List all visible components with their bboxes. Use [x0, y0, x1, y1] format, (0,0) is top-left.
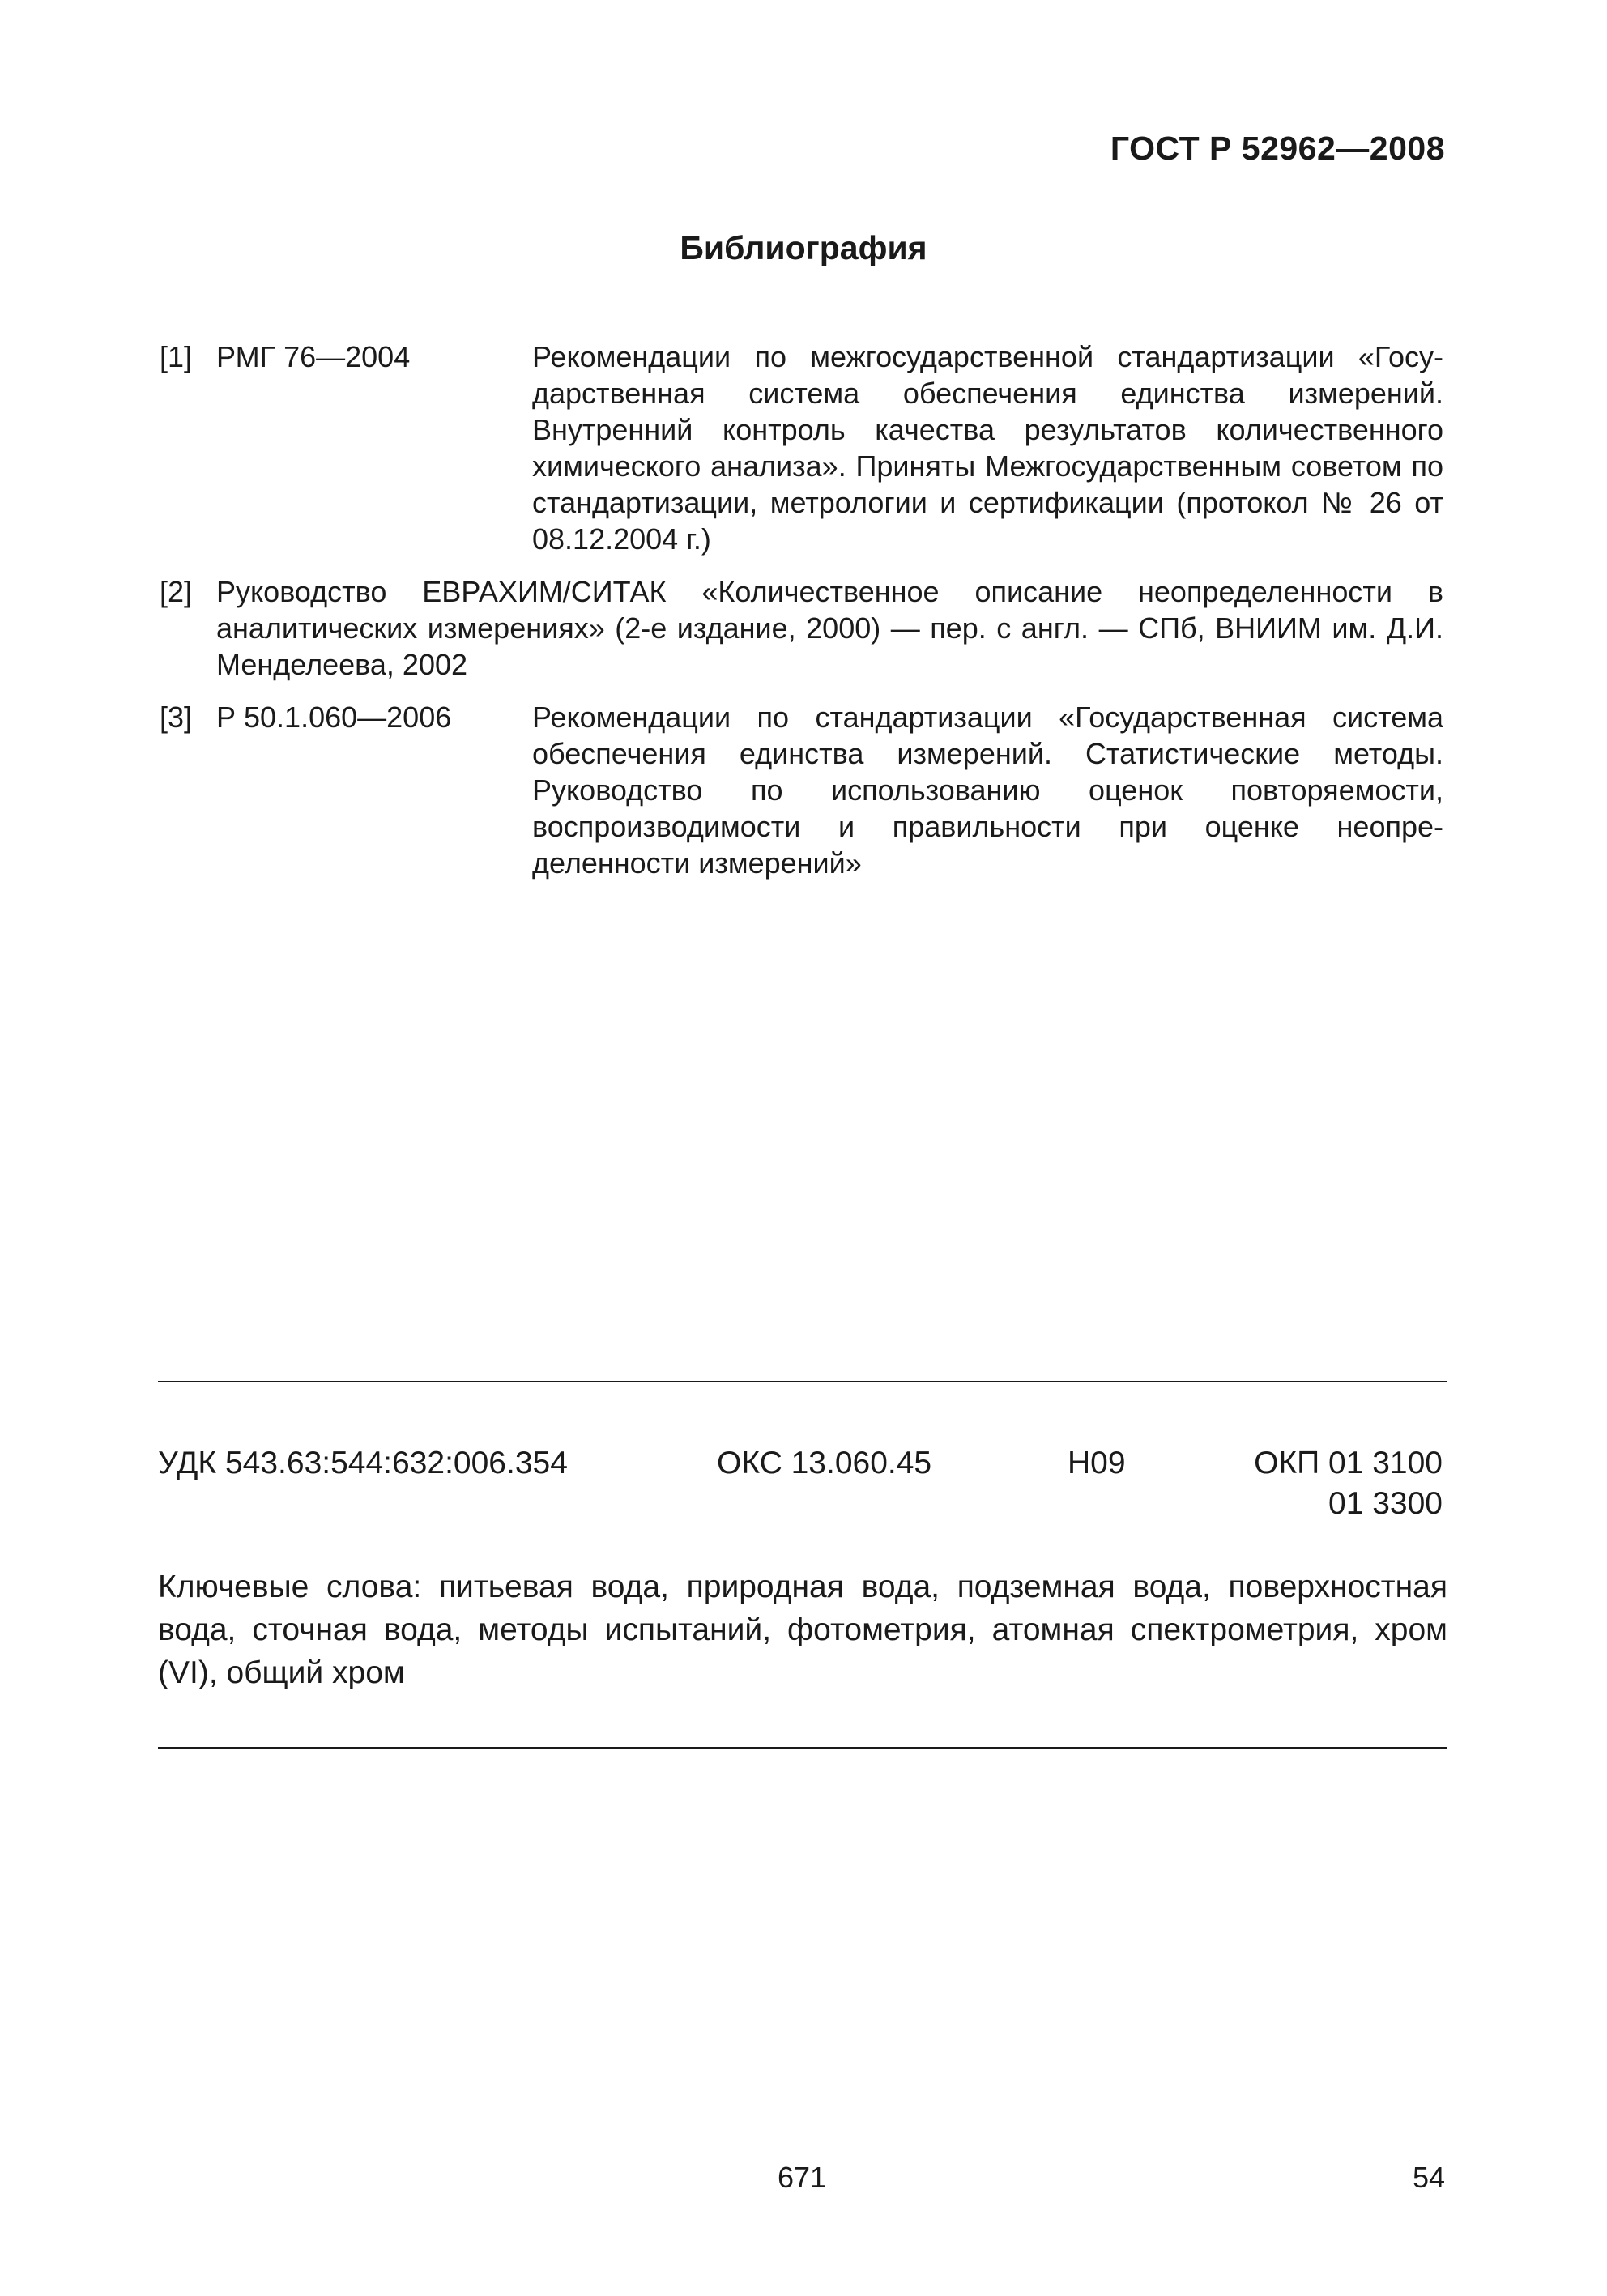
entry-number: [2]	[160, 575, 193, 608]
bibliography-entry	[160, 699, 1443, 881]
page-number-right: 54	[1412, 2161, 1445, 2194]
entry-code: РМГ 76—2004	[216, 340, 411, 373]
entry-number: [1]	[160, 340, 193, 373]
oks-code: ОКС 13.060.45	[717, 1446, 932, 1480]
bibliography-list	[160, 339, 1443, 897]
entry-number: [3]	[160, 701, 193, 734]
okp-codes	[1254, 1443, 1443, 1524]
bibliography-entry	[160, 339, 1443, 557]
keywords: Ключевые слова: питьевая вода, природная вода, подземная вода, поверхностная вода, сточная вода, методы испытаний, фотометрия, атомная спектрометрия, хром (VI), общий хром	[158, 1570, 1447, 1690]
standard-number: ГОСТ Р 52962—2008	[1110, 130, 1445, 167]
entry-description: Рекомендации по межгосударственной стандартизации «Госу-дарственная система обеспечения единства измерений. Внутренний контроль качества результатов количественного химического анализа». Приняты Межгосударственным советом по стандартизации, метрологии и сертификации (протокол № 26 от 08.12.2004 г.)	[532, 340, 1443, 556]
bibliography-entry	[160, 573, 1443, 683]
group-code: Н09	[1068, 1446, 1126, 1480]
divider-bottom	[158, 1747, 1447, 1749]
bibliography-title: Библиография	[680, 229, 927, 266]
okp-code-line2: 01 3300	[1328, 1486, 1443, 1521]
udk-code: УДК 543.63:544:632:006.354	[158, 1446, 568, 1480]
entry-code: Р 50.1.060—2006	[216, 701, 452, 734]
okp-code-line1: ОКП 01 3100	[1254, 1446, 1443, 1480]
divider-top	[158, 1381, 1447, 1382]
page-number-center: 671	[778, 2161, 827, 2194]
entry-description: Рекомендации по стандартизации «Государственная система обеспечения единства измерений. Статистические методы. Руководство по использованию оценок повторяемости, воспроизводимости и правильности при оценке неопре-деленности измерений»	[532, 701, 1443, 880]
entry-description: Руководство ЕВРАХИМ/СИТАК «Количественное описание неопределенности в аналитических измерениях» (2-е издание, 2000) — пер. с англ. — СПб, ВНИИМ им. Д.И. Менделеева, 2002	[216, 575, 1443, 681]
